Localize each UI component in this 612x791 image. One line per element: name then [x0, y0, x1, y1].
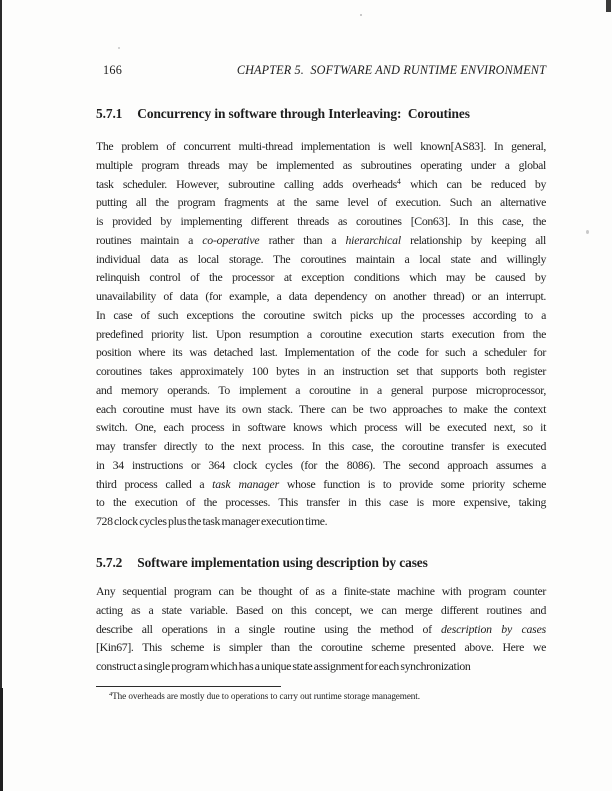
- text-line: is provided by implementing different threads as coroutines [Con63]. In this case, the: [96, 214, 546, 228]
- text-line: acting as a state variable. Based on this concept, we can merge different routines and: [96, 602, 546, 617]
- text-line: coroutines takes approximately 100 bytes in an instruction set that supports both register: [96, 364, 546, 378]
- section-heading-571: [96, 105, 556, 123]
- paragraph-coroutines: [96, 137, 546, 531]
- text-line: position where its was detached last. Implementation of the code for such a scheduler for: [96, 345, 546, 360]
- footnote-rule: [96, 686, 281, 687]
- text-line: construct a single program which has a unique state assignment for each synchronization: [96, 659, 471, 673]
- text-line: task scheduler. However, subroutine calling adds overheads$^4$ which can be reduced by: [96, 176, 546, 191]
- text-line: may transfer directly to the next process. In this case, the coroutine transfer is executed: [96, 439, 546, 453]
- text-line: predefined priority list. Upon resumption a coroutine execution starts execution from the: [96, 326, 546, 341]
- text-line: and memory operands. To implement a coroutine in a general purpose microprocessor,: [96, 382, 546, 397]
- page-number: 166: [103, 63, 123, 77]
- section-number: 5.7.2: [96, 555, 123, 570]
- paragraph-description-by-cases: [96, 582, 546, 676]
- section-title: Software implementation using description by cases: [137, 555, 428, 570]
- text-line: putting all the program fragments at the same level of execution. Such an alternative: [96, 195, 546, 210]
- footnote-text: The overheads are mostly due to operations to carry out runtime storage management.: [112, 691, 420, 701]
- text-line: describe all operations in a single routine using the method of description by cases: [96, 621, 546, 636]
- text-line: 728 clock cycles plus the task manager execution time.: [96, 514, 328, 528]
- text-line: individual data as local storage. The coroutines maintain a local state and willingly: [96, 251, 546, 266]
- scan-speck: [586, 230, 589, 234]
- scan-edge-left: [0, 0, 2, 791]
- text-line: to the execution of the processes. This transfer in this case is more expensive, taking: [96, 495, 546, 510]
- running-head: [96, 62, 546, 78]
- scan-corner-mark: [606, 0, 611, 12]
- text-line: Any sequential program can be thought of as a finite-state machine with program counter: [96, 584, 546, 598]
- text-line: each coroutine must have its own stack. There can be two approaches to make the context: [96, 401, 546, 416]
- text-line: The problem of concurrent multi-thread implementation is well known[AS83]. In general,: [96, 139, 546, 153]
- section-heading-572: [96, 554, 556, 572]
- text-line: In case of such exceptions the coroutine switch picks up the processes according to a: [96, 307, 546, 322]
- text-line: unavailability of data (for example, a data dependency on another thread) or an interrupt.: [96, 289, 546, 303]
- footnote: [96, 690, 546, 702]
- text-line: switch. One, each process in software knows which process will be executed next, so it: [96, 420, 546, 435]
- text-line: in 34 instructions or 364 clock cycles (for the 8086). The second approach assumes a: [96, 457, 546, 472]
- text-line: routines maintain a co-operative rather than a hierarchical relationship by keeping all: [96, 232, 546, 247]
- text-line: [Kin67]. This scheme is simpler than the coroutine scheme presented above. Here we: [96, 640, 546, 655]
- section-number: 5.7.1: [96, 106, 123, 121]
- scan-edge-left-bottom: [0, 688, 3, 791]
- section-title: Concurrency in software through Interleaving: Coroutines: [137, 106, 470, 121]
- chapter-running-title: CHAPTER 5. SOFTWARE AND RUNTIME ENVIRONMENT: [236, 63, 546, 77]
- scan-speck: [118, 47, 120, 49]
- text-line: third process called a task manager whose function is to provide some priority scheme: [96, 476, 546, 491]
- footnote-marker: 4: [109, 691, 113, 698]
- text-line: relinquish control of the processor at exception conditions which may be caused by: [96, 270, 546, 285]
- scan-speck: [360, 14, 362, 16]
- text-line: multiple program threads may be implemented as subroutines operating under a global: [96, 157, 546, 172]
